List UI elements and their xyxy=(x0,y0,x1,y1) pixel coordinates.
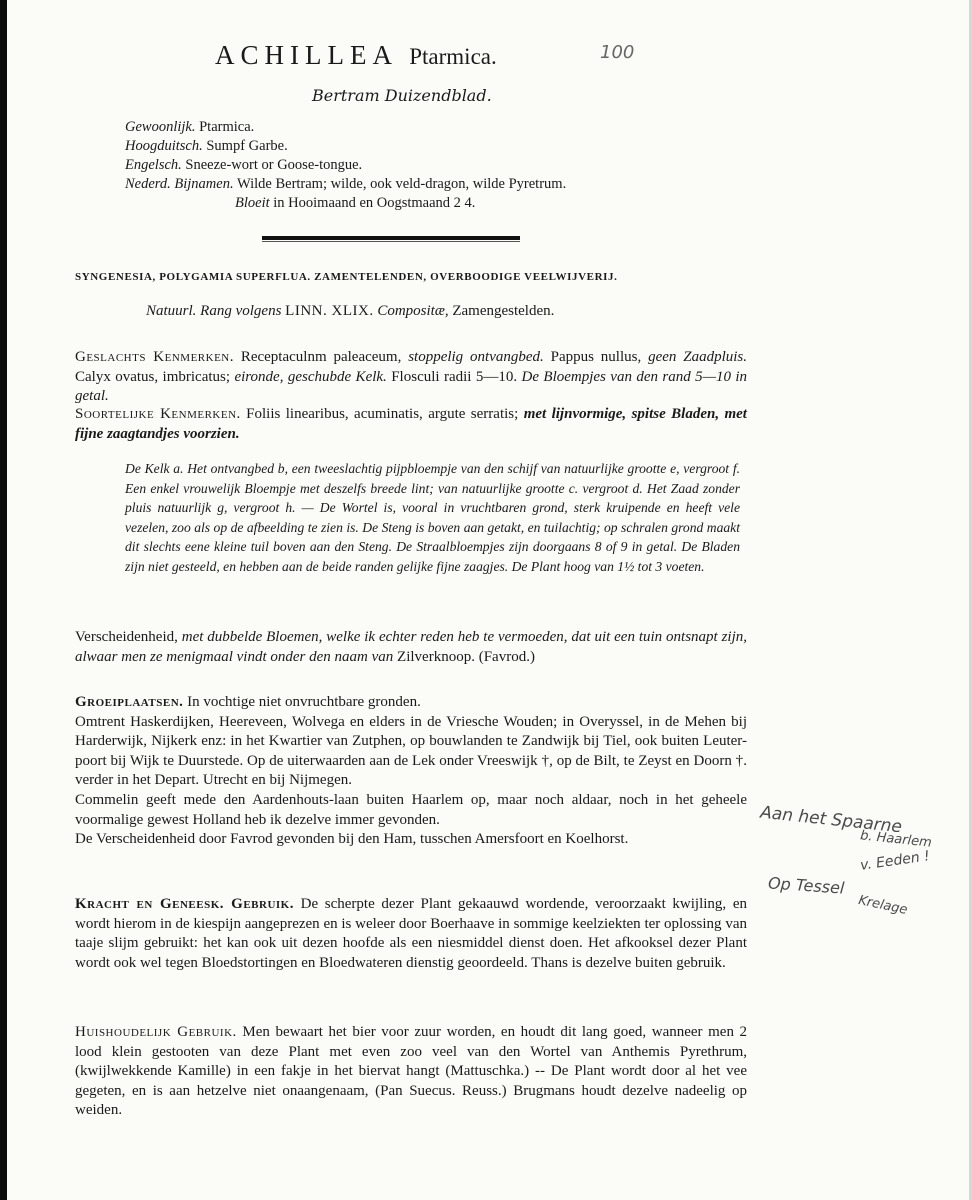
handwritten-note-3: v. Eeden ! xyxy=(859,848,931,874)
dutch-name: Bertram Duizendblad. xyxy=(312,86,492,105)
geslachts-it2: geen Zaadpluis. xyxy=(648,349,747,365)
groeiplaatsen-first: In vochtige niet onvruchtbare gronden. xyxy=(187,694,421,710)
groeiplaatsen-commelin: Commelin geeft mede den Aardenhouts-laan buiten Haarlem op, maar noch aldaar, noch in het geheele voormalige gewest Holland heb ik dezelve immer gevonden. xyxy=(75,791,747,828)
verscheidenheid-label: Verscheidenheid, xyxy=(75,629,178,645)
kracht-text: De scherpte dezer Plant gekaauwd wordende, veroorzaakt kwijling, en wordt hierom in de kiespijn aangeprezen en is weleer door Boerhaave in sommige keelziekten ter oplossing van taaje slijm gebruikt: het kan ook uit dezen hoofde als een niesmiddel dienst doen. Het afkooksel dezer Plant wordt ook wel tegen Bloedstortingen en Bloedwateren dienstig geoordeeld. Thans is dezelve buiten gebruik. xyxy=(75,896,747,971)
plate-description: De Kelk a. Het ontvangbed b, een tweeslachtig pijpbloempje van den schijf van natuurlijke grootte e, vergroot f. Een enkel vrouwelijk Bloempje met deszelfs breede lint; van natuurlijke grootte c. vergroot d. Het Zaad zonder pluis natuurlijk g, vergroot h. — De Wortel is, vooral in vruchtbaren grond, sterk kruipende en heeft vele vezelen, zoo als op de afbeelding te zien is. De Steng is boven aan getakt, en tuilachtig; op schralen grond maakt dit slechts eene kleine tuil boven aan den Steng. De Straalbloempjes zijn doorgaans 8 of 9 in getal. De Bladen zijn niet gesteeld, en hebben aan de beide randen gelijke fijne zaagjes. De Plant hoog van 1½ tot 3 voeten. xyxy=(125,461,740,574)
engelsch-value: Sneeze-wort or Goose-tongue. xyxy=(185,157,363,173)
genus-name: ACHILLEA xyxy=(215,40,397,70)
handwritten-note-1: Aan het Spaarne xyxy=(759,802,903,838)
kracht-heading: Kracht en Geneesk. Gebruik. xyxy=(75,896,294,912)
verscheidenheid xyxy=(75,628,747,667)
geslachts-text3: Calyx ovatus, imbricatus; xyxy=(75,368,231,385)
page-binding-shadow xyxy=(0,0,7,1200)
nederd-label: Nederd. Bijnamen. xyxy=(125,176,234,192)
rang-zamen: Zamengestelden. xyxy=(452,303,555,319)
nederd-value: Wilde Bertram; wilde, ook veld-dragon, wilde Pyretrum. xyxy=(236,176,567,192)
handwritten-note-2: b. Haarlem xyxy=(859,828,933,851)
decorative-rule xyxy=(262,236,520,240)
verscheidenheid-italic: met dubbelde Bloemen, welke ik echter reden heb te vermoeden, dat uit een tuin ontsnapt zijn, alwaar men ze menigmaal vindt onder den naam van xyxy=(75,629,747,665)
bloei-value: in Hooimaand en Oogstmaand 2 4. xyxy=(273,195,476,211)
linnaean-classification: SYNGENESIA, POLYGAMIA SUPERFLUA. ZAMENTELENDEN, OVERBOODIGE VEELWIJVERIJ. xyxy=(75,271,618,283)
huishoudelijk-gebruik xyxy=(75,1023,747,1121)
geslachts-text4: Flosculi radii 5—10. xyxy=(391,368,518,385)
huishoudelijk-text: Men bewaart het bier voor zuur worden, en houdt dit lang goed, wanneer men 2 lood klein gestooten van deze Plant met even zoo veel van den Wortel van Anthemis Pyrethrum, (kwijlwekkende Kamille) in een fakje in het biervat hangt (Mattuschka.) -- De Plant wordt door al het vee gegeten, en is aan hetzelve niet onaangenaam, (Pan Suecus. Reuss.) Brugmans houdt dezelve nadeelig op weiden. xyxy=(75,1024,748,1119)
geslachts-heading: Geslachts Kenmerken. xyxy=(75,349,234,365)
kracht-geneesk-gebruik xyxy=(75,895,747,973)
vernacular-names xyxy=(125,118,566,213)
page-title xyxy=(215,40,497,71)
hoogduitsch-value: Sumpf Garbe. xyxy=(206,138,288,154)
engelsch-label: Engelsch. xyxy=(125,157,182,173)
rang-linn: LINN. XLIX. xyxy=(285,303,374,319)
soortelijke-kenmerken xyxy=(75,405,747,444)
handwritten-note-4: Op Tessel xyxy=(767,873,846,898)
hoogduitsch-label: Hoogduitsch. xyxy=(125,138,203,154)
geslachts-it4: De Bloempjes van den rand 5—10 in getal. xyxy=(75,368,748,405)
geslachts-it3: eironde, geschubde Kelk. xyxy=(234,368,387,385)
geslachts-kenmerken xyxy=(75,348,747,407)
gewoonlijk-value: Ptarmica. xyxy=(199,119,255,135)
handwritten-note-5: Krelage xyxy=(856,892,909,919)
soortelijke-text: Foliis linearibus, acuminatis, argute serratis; xyxy=(246,406,519,422)
decorative-rule-thin xyxy=(262,241,520,242)
rang-label: Natuurl. Rang volgens xyxy=(146,303,282,319)
groeiplaatsen xyxy=(75,693,747,850)
soortelijke-heading: Soortelijke Kenmerken. xyxy=(75,406,241,422)
geslachts-text1: Receptaculnm paleaceum, xyxy=(240,349,402,365)
geslachts-text2: Pappus nullus, xyxy=(550,349,642,365)
groeiplaatsen-localities: Omtrent Haskerdijken, Heereveen, Wolvega en elders in de Vriesche Wouden; in Overyssel, in de Mehen bij Harderwijk, Nijkerk enz: in het Kwartier van Zutphen, op bouwlanden te Zandwijk bij Tiel, ook buiten Leuter-poort bij Wijk te Duurstede. Op de uiterwaarden aan de Lek onder Vreeswijk †, op de Bilt, te Zeyst en Doorn †. verder in het Depart. Utrecht en bij Nijmegen. xyxy=(75,713,747,789)
geslachts-it1: stoppelig ontvangbed. xyxy=(408,349,544,365)
bloei-label: Bloeit xyxy=(235,195,270,211)
groeiplaatsen-favrod: De Verscheidenheid door Favrod gevonden bij den Ham, tusschen Amersfoort en Koelhorst. xyxy=(75,831,629,848)
verscheidenheid-end: Zilverknoop. (Favrod.) xyxy=(397,648,535,665)
soortelijke-italic: met lijnvormige, spitse Bladen, met fijne zaagtandjes voorzien. xyxy=(75,406,747,442)
huishoudelijk-heading: Huishoudelijk Gebruik. xyxy=(75,1024,237,1040)
species-name: Ptarmica. xyxy=(409,44,497,69)
gewoonlijk-label: Gewoonlijk. xyxy=(125,119,196,135)
natural-rank xyxy=(146,303,554,320)
rang-compositae: Compositæ, xyxy=(377,303,449,319)
groeiplaatsen-heading: Groeiplaatsen. xyxy=(75,694,184,710)
handwritten-page-number: 100 xyxy=(600,42,635,63)
